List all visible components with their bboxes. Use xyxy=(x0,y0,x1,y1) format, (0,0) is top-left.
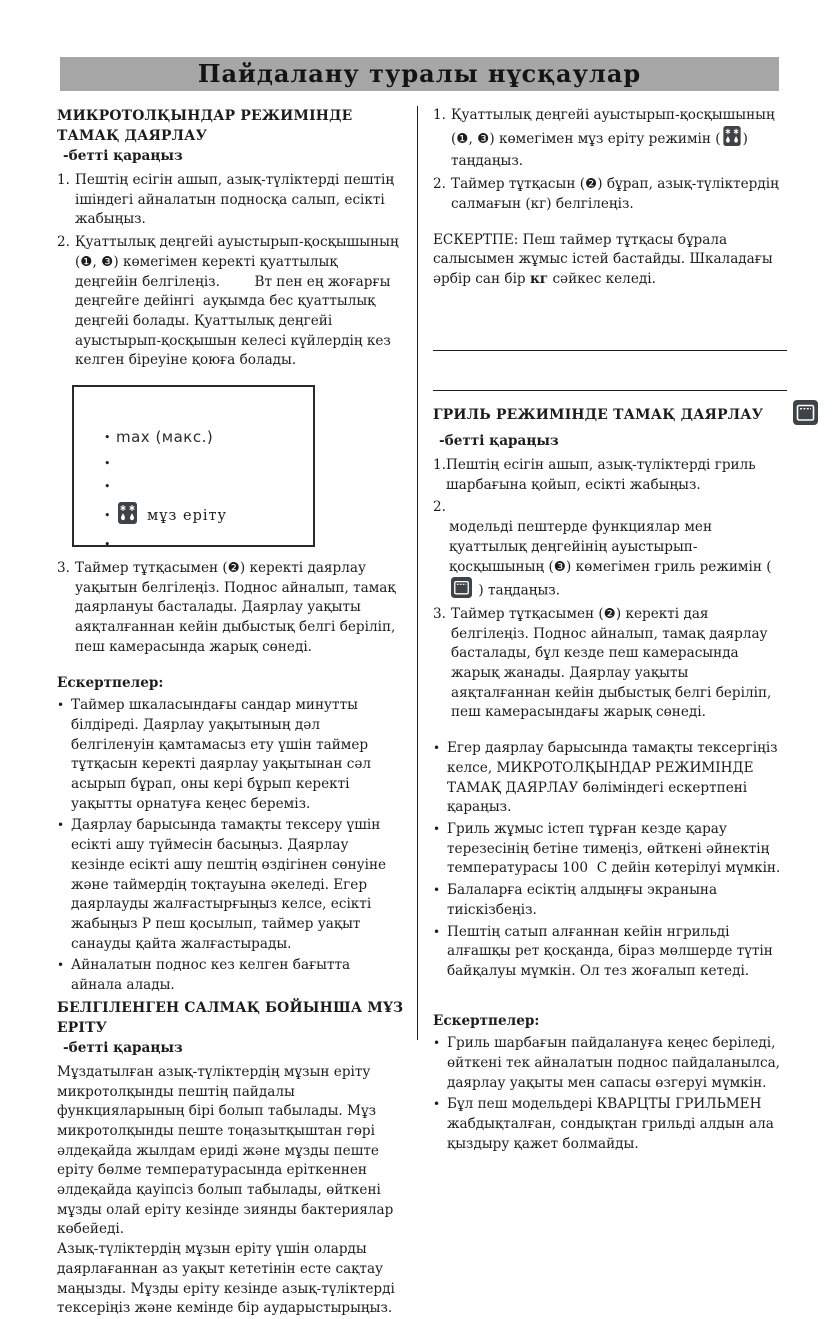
list-item xyxy=(433,605,787,723)
list-item xyxy=(57,559,404,658)
note-text: Гриль жұмыс істеп тұрған кезде қарау терезесінің бетіне тимеңіз, өйткені әйнектің температурасы 100 С дейін көтерілуі мүмкін. xyxy=(447,820,781,877)
note-item xyxy=(57,956,404,995)
power-level-row xyxy=(104,479,313,495)
horizontal-rule xyxy=(433,390,787,391)
item-text: Таймер тұтқасымен (❷) керекті даярлау уақытын белгілеңіз. Поднос айналып, тамақ даярлануы басталады. Даярлау уақыты аяқталғаннан кейін дыбыстық белгі беріліп, пеш камерасында жарық сөнеді. xyxy=(75,560,400,655)
item-number: 2. xyxy=(57,234,70,251)
see-page-note: -бетті қараңыз xyxy=(63,148,183,165)
item-text: Таймер тұтқасын (❷) бұрап, азық-түліктердің салмағын (кг) белгілеңіз. xyxy=(451,176,784,212)
note-item xyxy=(57,696,404,814)
defrost-icon xyxy=(723,126,741,153)
left-column xyxy=(57,106,404,1319)
item-number: 1. xyxy=(433,457,446,474)
bullet-dot: • xyxy=(433,741,441,756)
notes-heading: Ескертпелер: xyxy=(57,674,164,691)
bullet-dot: • xyxy=(104,456,111,470)
list-item xyxy=(433,106,787,172)
note-item xyxy=(433,820,787,879)
power-level-row xyxy=(104,427,313,449)
note-text: Даярлау барысында тамақты тексеру үшін есікті ашу түймесін басыңыз. Даярлау кезінде есікті ашу пештің өздігінен сөнуіне және таймердің тоқтауына әкеледі. Егер даярлауды жалғастырғыңыз келсе, есікті жабыңыз Р пеш қосылып, таймер уақыт санауды қайта жалғастырады. xyxy=(71,817,391,952)
item-text: Пештің есігін ашып, азық-түліктерді гриль шарбағына қойып, есікті жабыңыз. xyxy=(446,457,760,493)
item-number: 2. xyxy=(433,176,446,193)
bullet-dot: • xyxy=(433,924,441,939)
list-item xyxy=(433,456,787,495)
bullet-dot: • xyxy=(433,821,441,836)
bullet-dot: • xyxy=(433,1036,441,1051)
note-text: Пештің сатып алғаннан кейін нгрильді алғашқы рет қосқанда, біраз мөлшерде түтін байқалуы мүмкін. Ол тез жоғалып кетеді. xyxy=(447,923,778,979)
page-title-bar xyxy=(60,57,779,91)
note-item xyxy=(433,923,787,982)
list-item xyxy=(433,175,787,214)
note-item xyxy=(433,1034,787,1093)
list-item xyxy=(57,171,404,230)
item-text: Таймер тұтқасымен (❷) керекті дая белгілеңіз. Поднос айналып, тамақ даярлау басталады, бұл кезде пеш камерасында жарық жанады. Даярлау уақыты аяқталғаннан кейін дыбыстық белгі беріліп, пеш камерасындағы жарық сөнеді. xyxy=(451,605,776,721)
note-text: Егер даярлау барысында тамақты тексергіңіз келсе, МИКРОТОЛҚЫНДАР РЕЖИМІНДЕ ТАМАҚ ДАЯРЛАУ бөліміндегі ескертпені қараңыз. xyxy=(447,740,782,816)
item-text xyxy=(433,518,787,605)
item-text-post: ) таңдаңыз. xyxy=(474,582,561,599)
note-text: Гриль шарбағын пайдалануға кеңес беріледі, өйткені тек айналатын поднос пайдаланылса, даярлау уақыты мен сапасы өзгеруі мүмкін. xyxy=(447,1035,785,1091)
column-divider xyxy=(417,106,418,1040)
note-text-post: сәйкес келеді. xyxy=(548,270,656,287)
note-item xyxy=(57,816,404,954)
bullet-dot: • xyxy=(104,430,111,444)
note-text: Таймер шкаласындағы сандар минутты білдіреді. Даярлау уақытының дәл белгіленуін қамтамасыз ету үшін таймер тұтқасын керекті даярлау уақытынан сәл асырып бұрап, оны кері бұрып керекті уақытты орнатуға кеңес береміз. xyxy=(71,697,376,812)
power-level-row xyxy=(104,456,313,472)
section-heading-defrost: БЕЛГІЛЕНГЕН САЛМАҚ БОЙЫНША МҰЗ ЕРІТУ xyxy=(57,999,404,1036)
item-number: 3. xyxy=(57,560,70,577)
item-number: 3. xyxy=(433,605,446,622)
note-item xyxy=(433,881,787,920)
note-item xyxy=(433,739,787,818)
bullet-dot: • xyxy=(57,958,65,973)
see-page-note: -бетті қараңыз xyxy=(63,1040,183,1057)
notes-heading: Ескертпелер: xyxy=(433,1012,540,1029)
defrost-icon xyxy=(118,502,137,531)
item-text: Пештің есігін ашып, азық-түліктерді пештің ішіндегі айналатын подносқа салып, есікті жабыңыз. xyxy=(75,172,399,228)
bullet-dot: • xyxy=(104,538,111,552)
item-text xyxy=(451,106,787,172)
note-text: Айналатын поднос кез келген бағытта айнала алады. xyxy=(71,957,355,994)
item-text-pre: Қуаттылық деңгейі ауыстырып-қосқышының (❶, ❸) көмегімен мұз еріту режимін ( xyxy=(451,107,780,147)
power-level-row-defrost xyxy=(104,502,313,531)
grill-icon xyxy=(451,577,472,605)
see-page-note: -бетті қараңыз xyxy=(439,433,559,450)
grill-section-header xyxy=(433,400,787,432)
item-number: 1. xyxy=(433,107,446,123)
bullet-dot: • xyxy=(57,818,65,833)
section-heading-grill: ГРИЛЬ РЕЖИМІНДЕ ТАМАҚ ДАЯРЛАУ xyxy=(433,407,764,424)
list-item xyxy=(57,233,404,371)
item-text-pre: модельді пештерде функциялар мен қуаттылық деңгейінің ауыстырып-қосқышының (❸) көмегімен гриль режимін ( xyxy=(449,519,776,575)
note-text-pre: ЕСКЕРТПЕ: Пеш таймер тұтқасы бұрала салысымен жұмыс істей бастайды. Шкаладағы әрбір сан бір xyxy=(433,231,778,287)
grill-icon xyxy=(793,400,818,432)
section-heading-microwave: МИКРОТОЛҚЫНДАР РЕЖИМІНДЕ ТАМАҚ ДАЯРЛАУ xyxy=(57,108,353,145)
note-text: Балаларға есіктің алдыңғы экранына тиіскізбеңіз. xyxy=(447,882,722,918)
note-paragraph xyxy=(433,231,787,290)
bullet-dot: • xyxy=(433,1097,441,1112)
bullet-dot: • xyxy=(57,698,65,713)
item-number-line: 2. xyxy=(433,499,446,516)
bullet-dot: • xyxy=(104,479,111,493)
page-title: Пайдалану туралы нұсқаулар xyxy=(197,58,642,88)
paragraph: Мұздатылған азық-түліктердің мұзын еріту микротолқынды пештің пайдалы функцияларының бірі болып табылады. Мұз микротолқынды пеште тоңазытқыштан гөрі әлдеқайда жылдам ериді және мұзды пеште еріту бөлме температурасында еріткеннен әлдеқайда қауіпсіз болып табылады, өйткені мұзды олай еріту кезінде зиянды бактериялар көбейеді. xyxy=(57,1063,398,1238)
note-item xyxy=(433,1095,787,1154)
defrost-label: мұз еріту xyxy=(147,507,228,524)
item-text: Қуаттылық деңгейі ауыстырып-қосқышының (❶, ❸) көмегімен керекті қуаттылық деңгейін белгілеңіз. Вт пен ең жоғарғы деңгейге дейінгі ауқымда бес қуаттылық деңгейі болады. Қуаттылық деңгейі ауыстырып-қосқышын келесі күйлердің кез келген біреуіне қоюға болады. xyxy=(75,234,404,369)
paragraph: Азық-түліктердің мұзын еріту үшін оларды даярлағаннан аз уақыт кететінін есте сақтау маңызды. Мұзды еріту кезінде азық-түліктерді тексеріңіз және кемінде бір аударыстырыңыз. xyxy=(57,1241,400,1317)
right-column xyxy=(433,106,787,1157)
power-level-row xyxy=(104,537,313,553)
note-text: Бұл пеш модельдері КВАРЦТЫ ГРИЛЬМЕН жабдықталған, сондықтан грильді алдын ала қыздыру қажет болмайды. xyxy=(447,1096,779,1152)
power-level-box xyxy=(72,385,315,552)
bullet-dot: • xyxy=(104,509,111,523)
item-text-post: ) таңдаңыз. xyxy=(451,130,753,170)
note-text-bold: кг xyxy=(529,270,549,287)
bullet-dot: • xyxy=(433,883,441,898)
horizontal-rule xyxy=(433,350,787,351)
power-level-max-label: max (макс.) xyxy=(116,428,214,447)
item-number: 1. xyxy=(57,172,70,189)
